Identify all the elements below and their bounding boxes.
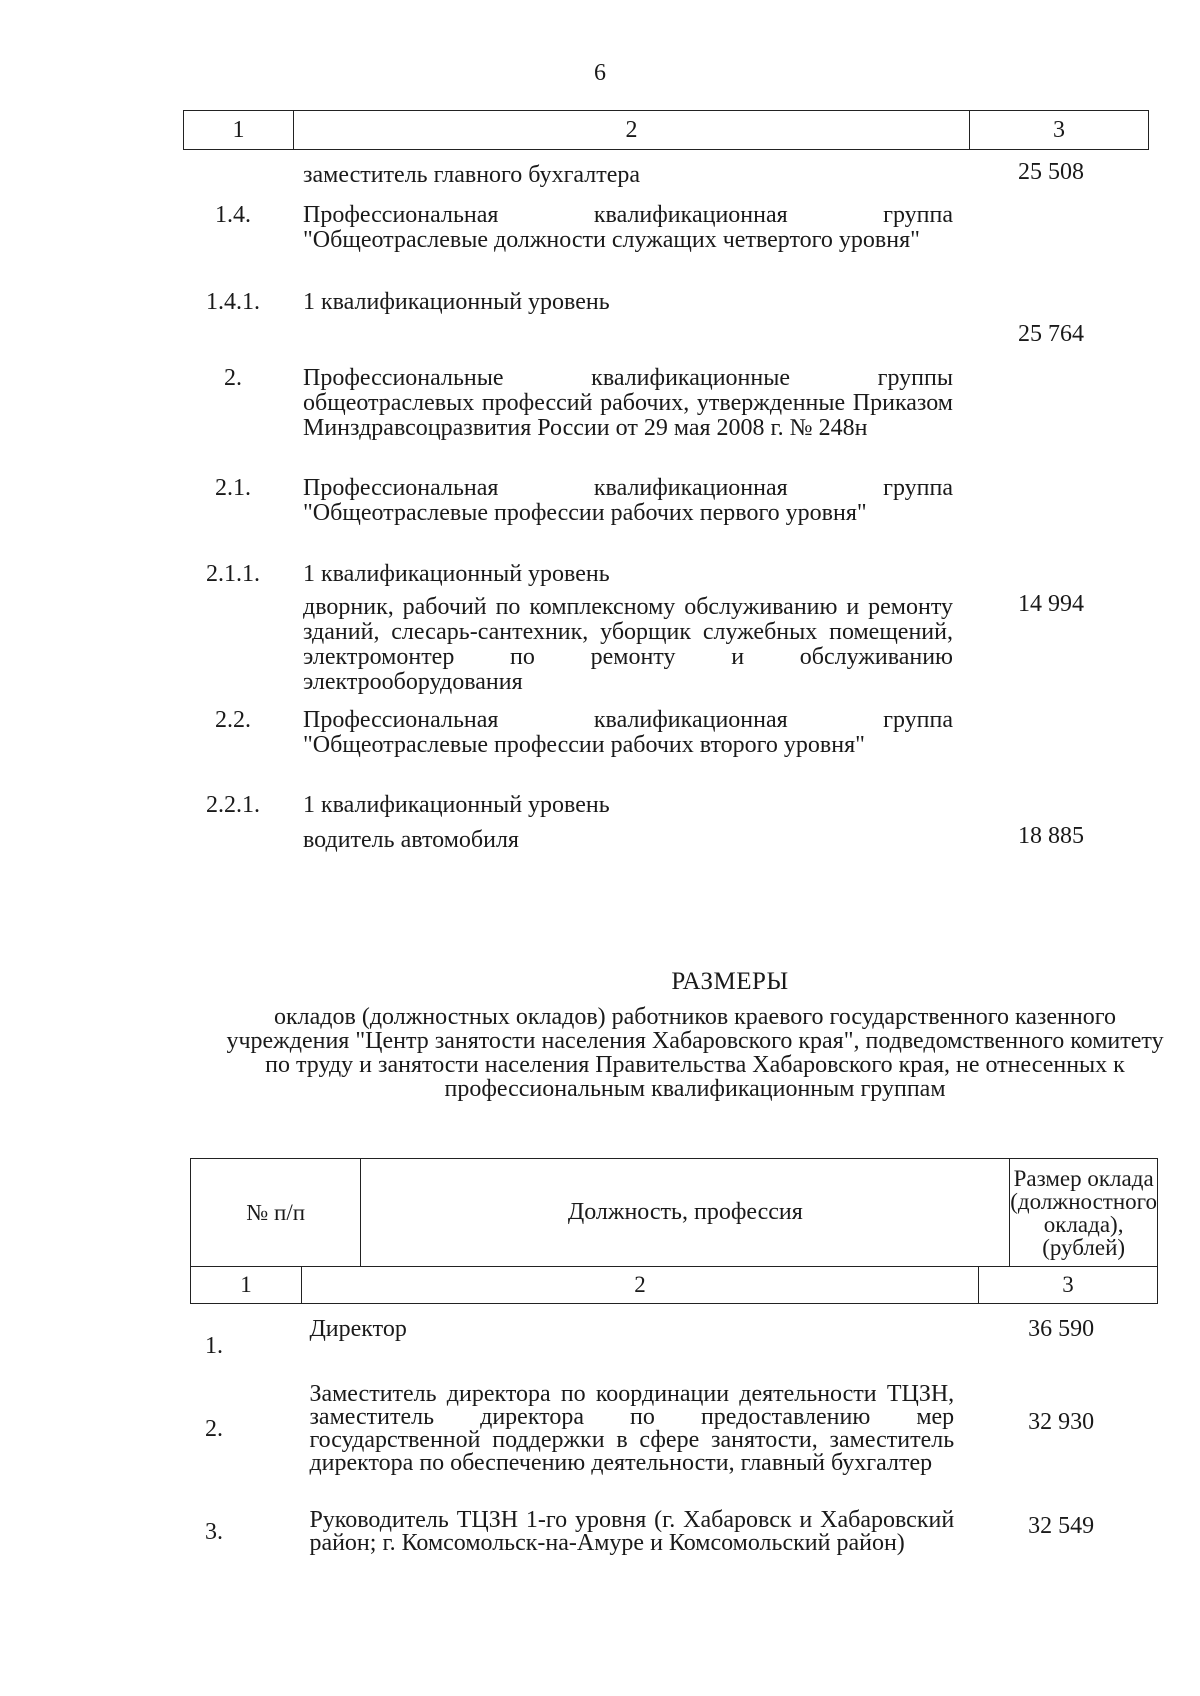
- table2-colnum-3: 3: [1062, 1272, 1074, 1297]
- section-subtitle: окладов (должностных окладов) работников краевого государственного казенного учреждения "Центр занятости населения Хабаровского края", подведомственного комитету по труду и занятости населения Правительства Хабаровского края, не отнесенных к профессиональным квалификационным группам: [226, 1004, 1164, 1102]
- table-row: [190, 1370, 1158, 1488]
- row-number: 2.: [224, 365, 242, 391]
- row-value: 25 508: [1018, 159, 1084, 185]
- table2-colnum-1: 1: [191, 1267, 302, 1303]
- row-number: 2.2.1.: [206, 792, 260, 818]
- table1-header: [183, 110, 1149, 150]
- row-number: 2.2.: [215, 707, 251, 733]
- row-text: водитель автомобиля: [303, 827, 519, 853]
- row-number: 2.: [205, 1415, 223, 1442]
- page-number: 6: [594, 60, 606, 86]
- row-text: дворник, рабочий по комплексному обслуживанию и ремонту зданий, слесарь-сантехник, уборщик служебных помещений, электромонтер по ремонту и обслуживанию электрооборудования: [303, 594, 953, 695]
- row-value: [953, 290, 1149, 315]
- row-number: 2.1.: [215, 475, 251, 501]
- row-value: 25 764: [1018, 321, 1084, 347]
- row-value: 32 930: [1028, 1408, 1095, 1435]
- table-row: [190, 1496, 1158, 1568]
- row-number: 1.4.: [215, 202, 251, 228]
- row-value: 18 885: [1018, 823, 1084, 849]
- row-number: [183, 595, 283, 695]
- table-row: [183, 476, 1149, 526]
- row-value: [953, 203, 1149, 253]
- row-text: Профессиональные квалификационные группы общеотраслевых профессий рабочих, утвержденные Приказом Минздравсоцразвития России от 29 мая 2008 г. № 248н: [303, 365, 953, 441]
- row-value: [953, 476, 1149, 526]
- row-text: Директор: [309, 1316, 407, 1342]
- row-value: 32 549: [1028, 1512, 1095, 1539]
- table2-colnum-2: 2: [302, 1267, 979, 1303]
- row-number: [183, 828, 283, 853]
- table-row: [183, 290, 1149, 315]
- table2-header-number: № п/п: [191, 1159, 361, 1266]
- table2-header-salary: Размер оклада (должностного оклада), (рублей): [1010, 1165, 1158, 1260]
- table-row: [183, 159, 1149, 188]
- table-row: [183, 562, 1149, 587]
- row-text: [303, 322, 953, 347]
- row-value: 36 590: [1028, 1316, 1095, 1342]
- row-text: 1 квалификационный уровень: [303, 792, 610, 818]
- section-title: РАЗМЕРЫ: [671, 968, 789, 995]
- row-number: 2.1.1.: [206, 561, 260, 587]
- row-value: [953, 366, 1149, 441]
- row-text: Профессиональная квалификационная группа "Общеотраслевые должности служащих четвертого уровня": [303, 202, 953, 253]
- table-row: [183, 823, 1149, 853]
- row-value: [953, 562, 1149, 587]
- table1-header-col2: 2: [294, 111, 970, 149]
- row-number: 3.: [205, 1518, 223, 1545]
- row-text: Руководитель ТЦЗН 1-го уровня (г. Хабаровск и Хабаровский район; г. Комсомольск-на-Амуре и Комсомольский район): [309, 1507, 955, 1556]
- table1-header-col3: 3: [1053, 116, 1065, 143]
- row-value: [953, 708, 1149, 758]
- table-row: [190, 1318, 1158, 1358]
- table-row: [183, 203, 1149, 253]
- row-text: заместитель главного бухгалтера: [303, 162, 641, 188]
- row-number: 1.: [205, 1333, 223, 1359]
- table-row: [183, 708, 1149, 758]
- row-number: 1.4.1.: [206, 289, 260, 315]
- table2-header-position: Должность, профессия: [361, 1159, 1010, 1266]
- row-value: [953, 793, 1149, 818]
- row-number: [183, 322, 283, 347]
- row-text: Профессиональная квалификационная группа "Общеотраслевые профессии рабочих второго уровня": [303, 707, 953, 758]
- row-text: 1 квалификационный уровень: [303, 289, 610, 315]
- row-value: 14 994: [1018, 591, 1084, 617]
- row-text: Заместитель директора по координации деятельности ТЦЗН, заместитель директора по предоставлению мер государственной поддержки в сфере занятости, заместитель директора по обеспечению деятельности, главный бухгалтер: [309, 1381, 955, 1476]
- table-row: [183, 366, 1149, 441]
- row-number: [183, 163, 283, 188]
- row-text: Профессиональная квалификационная группа "Общеотраслевые профессии рабочих первого уровня": [303, 475, 953, 526]
- table-row: [183, 322, 1149, 347]
- table-row: [183, 793, 1149, 818]
- table-row: [183, 591, 1149, 695]
- table2-header: [190, 1158, 1158, 1304]
- table1-header-col1: 1: [184, 111, 294, 149]
- row-text: 1 квалификационный уровень: [303, 561, 610, 587]
